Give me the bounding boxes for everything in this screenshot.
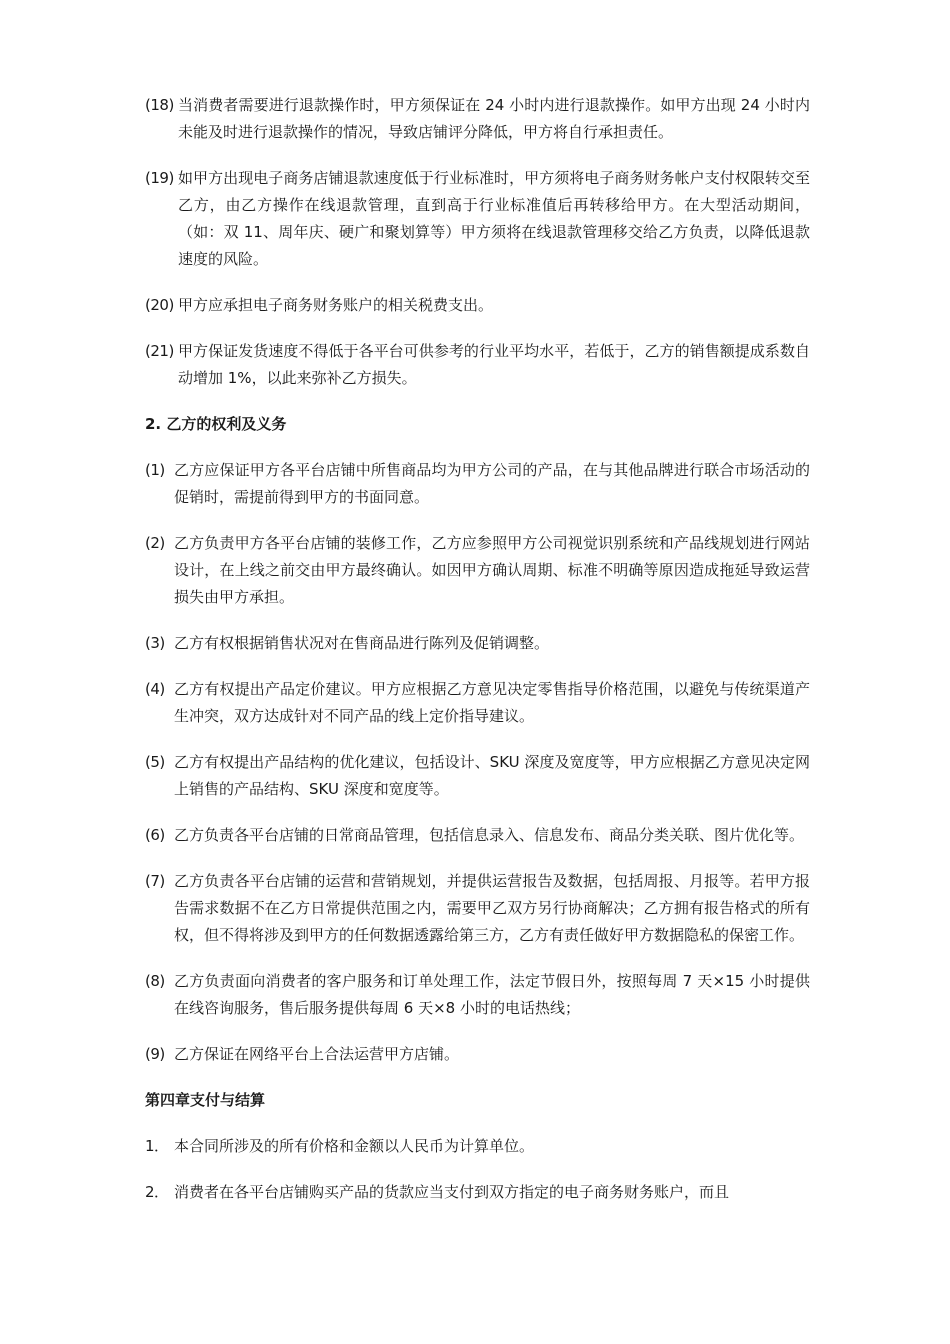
- party-b-clause-3: [145, 630, 810, 657]
- clause-number: (9): [145, 1045, 165, 1063]
- clause-text: 如甲方出现电子商务店铺退款速度低于行业标准时，甲方须将电子商务财务帐户支付权限转交至乙方，由乙方操作在线退款管理，直到高于行业标准值后再转移给甲方。在大型活动期间，（如：双 11、周年庆、硬广和聚划算等）甲方须将在线退款管理移交给乙方负责，以降低退款速度的风险。: [178, 169, 810, 268]
- clause-20: [145, 292, 810, 319]
- clause-number: (2): [145, 534, 165, 552]
- party-b-clause-7: [145, 868, 810, 949]
- clause-number: 2．: [145, 1183, 169, 1201]
- clause-text: 当消费者需要进行退款操作时，甲方须保证在 24 小时内进行退款操作。如甲方出现 24 小时内未能及时进行退款操作的情况，导致店铺评分降低，甲方将自行承担责任。: [178, 96, 810, 141]
- clause-number: (19): [145, 169, 174, 187]
- clause-number: (7): [145, 872, 165, 890]
- clause-text: 甲方保证发货速度不得低于各平台可供参考的行业平均水平，若低于，乙方的销售额提成系数自动增加 1%，以此来弥补乙方损失。: [178, 342, 810, 387]
- clause-text: 乙方负责各平台店铺的日常商品管理，包括信息录入、信息发布、商品分类关联、图片优化等。: [174, 826, 805, 844]
- party-b-clause-5: [145, 749, 810, 803]
- clause-text: 消费者在各平台店铺购买产品的货款应当支付到双方指定的电子商务财务账户，而且: [174, 1183, 730, 1201]
- party-b-clause-8: [145, 968, 810, 1022]
- clause-text: 乙方应保证甲方各平台店铺中所售商品均为甲方公司的产品，在与其他品牌进行联合市场活动的促销时，需提前得到甲方的书面同意。: [174, 461, 810, 506]
- party-b-clause-2: [145, 530, 810, 611]
- party-b-clause-6: [145, 822, 810, 849]
- clause-21: [145, 338, 810, 392]
- clause-18: [145, 92, 810, 146]
- clause-text: 乙方保证在网络平台上合法运营甲方店铺。: [174, 1045, 460, 1063]
- clause-number: (21): [145, 342, 174, 360]
- payment-clause-2: [145, 1179, 810, 1206]
- clause-number: 1．: [145, 1137, 169, 1155]
- chapter-heading-payment: 第四章支付与结算: [145, 1091, 266, 1109]
- clause-number: (1): [145, 461, 165, 479]
- clause-number: (8): [145, 972, 165, 990]
- clause-number: (3): [145, 634, 165, 652]
- clause-number: (20): [145, 296, 174, 314]
- clause-text: 乙方有权根据销售状况对在售商品进行陈列及促销调整。: [174, 634, 550, 652]
- payment-clause-1: [145, 1133, 810, 1160]
- clause-text: 乙方有权提出产品定价建议。甲方应根据乙方意见决定零售指导价格范围，以避免与传统渠道产生冲突，双方达成针对不同产品的线上定价指导建议。: [174, 680, 810, 725]
- clause-number: (18): [145, 96, 174, 114]
- clause-number: (6): [145, 826, 165, 844]
- party-b-clause-4: [145, 676, 810, 730]
- clause-text: 乙方负责甲方各平台店铺的装修工作，乙方应参照甲方公司视觉识别系统和产品线规划进行网站设计，在上线之前交由甲方最终确认。如因甲方确认周期、标准不明确等原因造成拖延导致运营损失由甲方承担。: [174, 534, 810, 606]
- party-b-clause-9: [145, 1041, 810, 1068]
- section-heading-party-b: 2. 乙方的权利及义务: [145, 415, 287, 433]
- clause-text: 乙方负责面向消费者的客户服务和订单处理工作，法定节假日外，按照每周 7 天×15 小时提供在线咨询服务，售后服务提供每周 6 天×8 小时的电话热线；: [174, 972, 810, 1017]
- clause-number: (4): [145, 680, 165, 698]
- clause-text: 乙方负责各平台店铺的运营和营销规划，并提供运营报告及数据，包括周报、月报等。若甲方报告需求数据不在乙方日常提供范围之内，需要甲乙双方另行协商解决；乙方拥有报告格式的所有权，但不得将涉及到甲方的任何数据透露给第三方，乙方有责任做好甲方数据隐私的保密工作。: [174, 872, 810, 944]
- document-page: [145, 92, 810, 1225]
- clause-19: [145, 165, 810, 273]
- clause-text: 本合同所涉及的所有价格和金额以人民币为计算单位。: [174, 1137, 535, 1155]
- party-b-clause-1: [145, 457, 810, 511]
- clause-text: 甲方应承担电子商务财务账户的相关税费支出。: [178, 296, 494, 314]
- clause-text: 乙方有权提出产品结构的优化建议，包括设计、SKU 深度及宽度等，甲方应根据乙方意见决定网上销售的产品结构、SKU 深度和宽度等。: [174, 753, 810, 798]
- clause-number: (5): [145, 753, 165, 771]
